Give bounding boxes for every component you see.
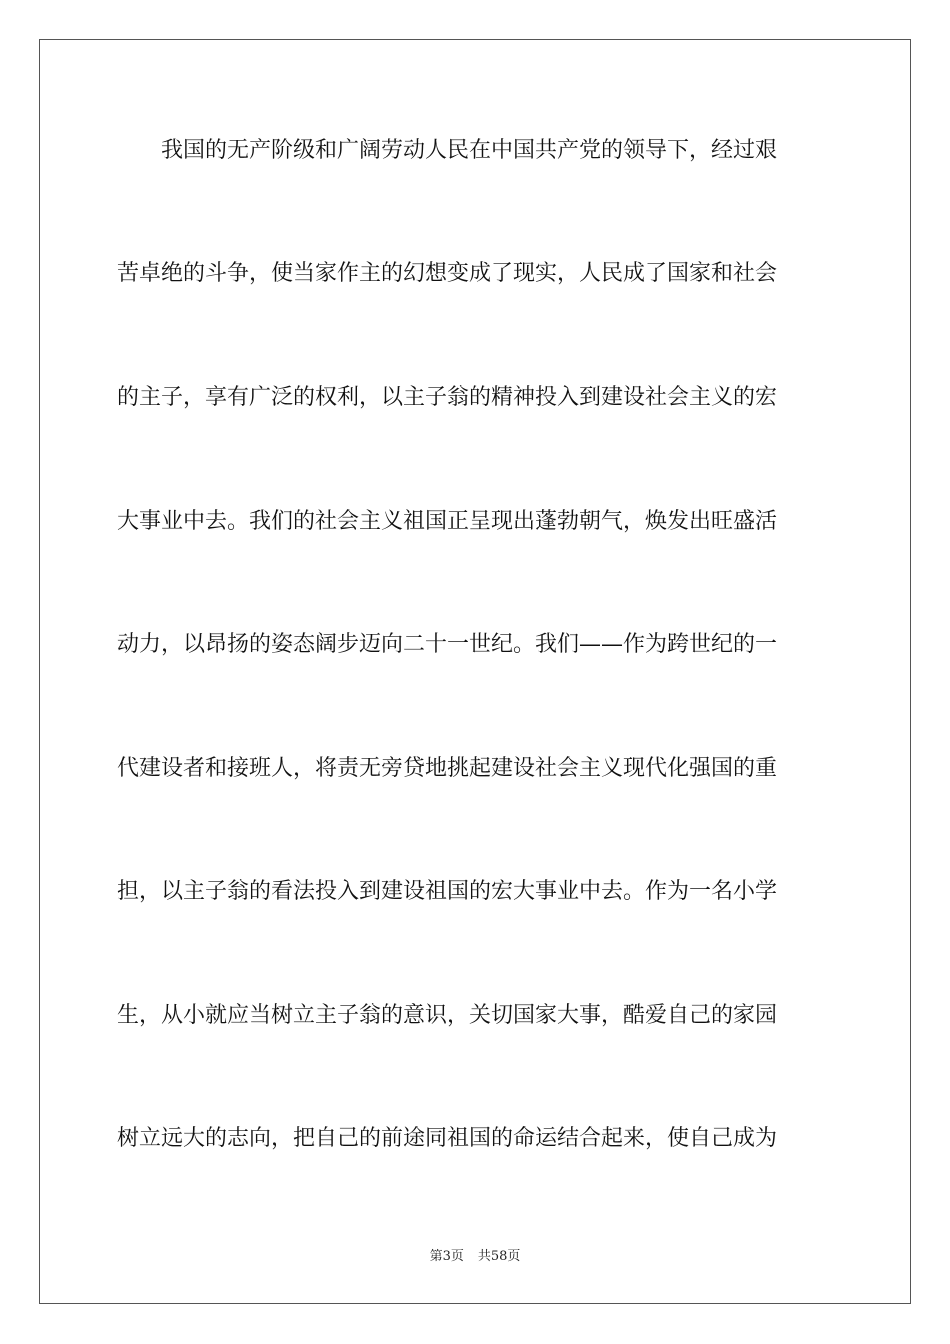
page-total: 共58页 bbox=[477, 1249, 521, 1264]
body-line-9: 树立远大的志向，把自己的前途同祖国的命运结合起来，使自己成为 bbox=[117, 1126, 778, 1151]
body-line-3: 的主子，享有广泛的权利，以主子翁的精神投入到建设社会主义的宏 bbox=[117, 385, 778, 410]
body-line-7: 担，以主子翁的看法投入到建设祖国的宏大事业中去。作为一名小学 bbox=[117, 879, 778, 904]
body-line-6: 代建设者和接班人，将责无旁贷地挑起建设社会主义现代化强国的重 bbox=[117, 756, 778, 781]
body-line-2: 苦卓绝的斗争，使当家作主的幻想变成了现实，人民成了国家和社会 bbox=[117, 261, 778, 286]
body-line-5: 动力，以昂扬的姿态阔步迈向二十一世纪。我们——作为跨世纪的一 bbox=[117, 632, 778, 657]
body-line-8: 生，从小就应当树立主子翁的意识，关切国家大事，酷爱自己的家园 bbox=[117, 1003, 778, 1028]
page-number: 第3页 bbox=[429, 1249, 464, 1264]
body-line-4: 大事业中去。我们的社会主义祖国正呈现出蓬勃朝气，焕发出旺盛活 bbox=[117, 509, 778, 534]
page-border bbox=[39, 39, 911, 1304]
page-footer bbox=[0, 1248, 950, 1266]
body-line-1: 我国的无产阶级和广阔劳动人民在中国共产党的领导下，经过艰 bbox=[117, 138, 778, 163]
